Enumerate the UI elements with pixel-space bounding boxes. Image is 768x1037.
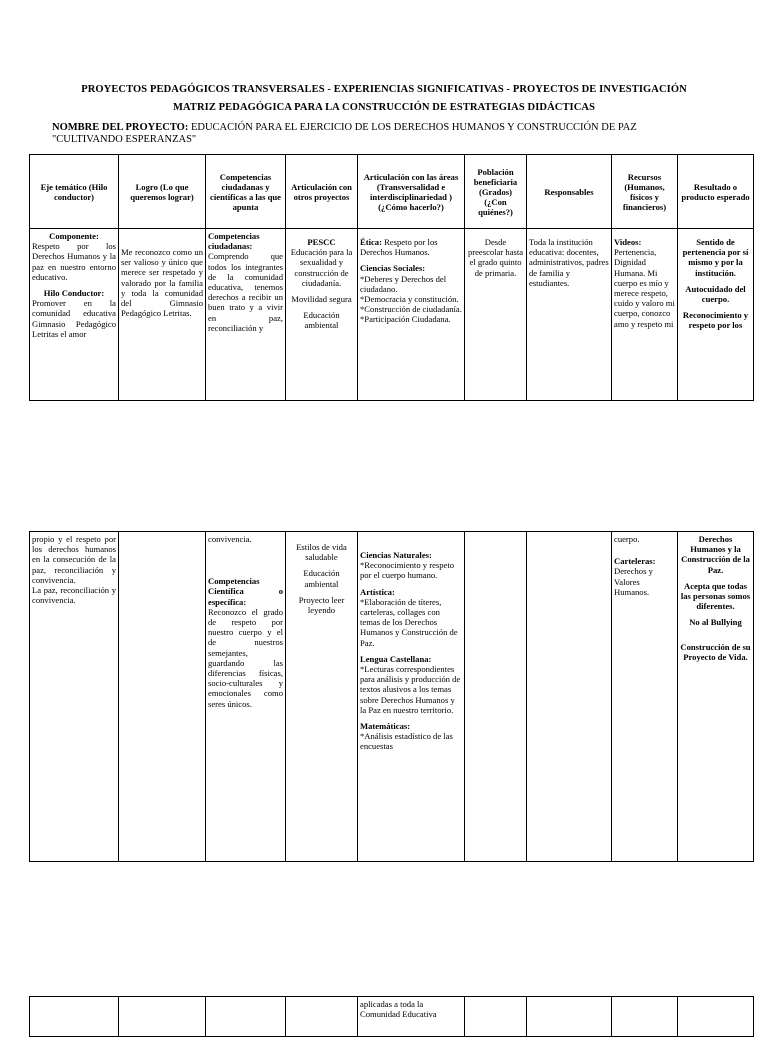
resultado-1: Sentido de pertenencia por sí mismo y por la institución.: [682, 237, 749, 278]
header-row: [30, 155, 754, 229]
proy-text-2: Educación ambiental: [303, 568, 340, 589]
cell-areas: [358, 997, 465, 1037]
recursos-text: Pertenencia, Dignidad Humana. Mi cuerpo es mío y merece respeto, cuido y valoro mi cuerpo, conozco amo y respeto mi: [614, 247, 675, 329]
document-subtitle: MATRIZ PEDAGÓGICA PARA LA CONSTRUCCIÓN DE ESTRATEGIAS DIDÁCTICAS: [172, 102, 596, 113]
cell-poblacion: [465, 532, 527, 862]
eje-heading-2: Hilo Conductor:: [43, 288, 105, 299]
comp-heading: Competencias ciudadanas:: [208, 231, 260, 252]
recursos-text: Derechos y Valores Humanos.: [614, 566, 653, 597]
cell-proyectos: [286, 997, 358, 1037]
col-header-competencias: Competencias ciudadanas y científicas a las que apunta: [206, 155, 286, 229]
resultado-4: Construcción de su Proyecto de Vida.: [680, 641, 751, 662]
poblacion-text: Desde preescolar hasta el grado quinto de primaria.: [467, 237, 524, 278]
cell-responsables: [527, 229, 612, 401]
resultado-2: Acepta que todas las personas somos diferentes.: [680, 580, 751, 612]
eje-text: propio y el respeto por los derechos humanos en la consecución de la paz, reconciliación y convivencia.: [32, 534, 116, 585]
cell-areas: [358, 532, 465, 862]
document-title: PROYECTOS PEDAGÓGICOS TRANSVERSALES - EXPERIENCIAS SIGNIFICATIVAS - PROYECTOS DE INVESTIGACIÓN: [81, 84, 687, 95]
comp-heading: Competencias Científica o específica:: [208, 576, 283, 607]
comp-text: Comprendo que todos los integrantes de la comunidad educativa, tenemos derechos a recibir un buen trato y a vivir en paz, reconciliación y: [208, 251, 283, 333]
cell-recursos: [612, 532, 678, 862]
col-header-articulacion-proyectos: Articulación con otros proyectos: [286, 155, 358, 229]
areas-text-3: *Democracia y constitución.: [360, 294, 459, 305]
cell-responsables: [527, 997, 612, 1037]
proy-heading: PESCC: [307, 237, 336, 247]
areas-heading-matematicas: Matemáticas:: [360, 721, 411, 732]
eje-text-2: Promover en la comunidad educativa Gimnasio Pedagógico Letritas el amor: [32, 298, 116, 339]
logro-text: Me reconozco como un ser valioso y único que merece ser respetado y valorado por la familia y toda la comunidad del Gimnasio Pedagógico Letritas.: [121, 247, 203, 319]
cell-logro: [119, 997, 206, 1037]
cell-areas: [358, 229, 465, 401]
matrix-table-page2: [29, 531, 754, 862]
cell-logro: [119, 229, 206, 401]
cell-proyectos: [286, 229, 358, 401]
areas-heading-etica: Ética:: [360, 237, 382, 247]
cell-logro: [119, 532, 206, 862]
areas-text-4: *Construcción de ciudadanía.: [360, 304, 462, 315]
recursos-heading: Carteleras:: [614, 556, 656, 567]
col-header-poblacion: Población beneficiaria (Grados) (¿Con quiénes?): [465, 155, 527, 229]
proy-text-1: Estilos de vida saludable: [296, 542, 347, 563]
comp-text: Reconozco el grado de respeto por nuestro cuerpo y el de nuestros semejantes, guardando las diferencias físicas, socio-culturales y emocionales como seres únicos.: [208, 606, 283, 709]
project-name-block: [52, 122, 732, 146]
recursos-text-0: cuerpo.: [614, 534, 640, 544]
cell-recursos: [612, 229, 678, 401]
eje-heading: Componente:: [49, 231, 99, 241]
areas-text-etica: Respeto por los Derechos Humanos.: [360, 237, 438, 258]
col-header-recursos: Recursos (Humanos, físicos y financieros): [612, 155, 678, 229]
proy-text-3: Educación ambiental: [303, 310, 340, 331]
matrix-table-page3: [29, 996, 754, 1037]
areas-text-4: *Análisis estadístico de las encuestas: [360, 731, 453, 752]
proy-text-2: Movilidad segura: [291, 294, 352, 305]
proy-text-1: Educación para la sexualidad y construcción de ciudadanía.: [290, 247, 353, 288]
cell-resultado: [678, 229, 754, 401]
cell-resultado: [678, 532, 754, 862]
project-name: EDUCACIÓN PARA EL EJERCICIO DE LOS DERECHOS HUMANOS Y CONSTRUCCIÓN DE PAZ: [190, 122, 637, 133]
eje-text: Respeto por los Derechos Humanos y la paz en nuestro entorno educativo.: [32, 241, 116, 282]
eje-text-2: La paz, reconciliación y convivencia.: [32, 585, 116, 606]
areas-text-1: *Reconocimiento y respeto por el cuerpo humano.: [360, 560, 455, 581]
comp-text-0: convivencia.: [208, 534, 252, 544]
areas-heading-artistica: Artística:: [360, 586, 395, 597]
cell-competencias: [206, 229, 286, 401]
col-header-articulacion-areas: Articulación con las áreas (Transversalidad e interdisciplinariedad ) (¿Cómo hacerlo?): [358, 155, 465, 229]
proy-text-3: Proyecto leer leyendo: [298, 594, 345, 616]
areas-text-2: *Deberes y Derechos del ciudadano.: [360, 273, 447, 294]
col-header-responsables: Responsables: [527, 155, 612, 229]
matrix-table-page1: [29, 154, 754, 401]
resultado-3: No al Bullying: [689, 617, 742, 628]
recursos-heading: Videos:: [614, 237, 642, 247]
cell-proyectos: [286, 532, 358, 862]
areas-heading-lengua: Lengua Castellana:: [360, 653, 432, 664]
resultado-1: Derechos Humanos y la Construcción de la Paz.: [681, 534, 750, 575]
table-row: [30, 532, 754, 862]
areas-text: aplicadas a toda la Comunidad Educativa: [360, 999, 437, 1020]
resultado-3: Reconocimiento y respeto por los: [682, 310, 749, 331]
table-row: [30, 229, 754, 401]
col-header-logro: Logro (Lo que queremos lograr): [119, 155, 206, 229]
cell-eje: [30, 997, 119, 1037]
cell-competencias: [206, 532, 286, 862]
areas-text-5: *Participación Ciudadana.: [360, 314, 451, 325]
cell-responsables: [527, 532, 612, 862]
cell-poblacion: [465, 229, 527, 401]
cell-competencias: [206, 997, 286, 1037]
cell-resultado: [678, 997, 754, 1037]
areas-heading-sociales: Ciencias Sociales:: [360, 263, 426, 274]
project-subtitle: "CULTIVANDO ESPERANZAS": [52, 134, 197, 145]
cell-eje: [30, 532, 119, 862]
cell-recursos: [612, 997, 678, 1037]
col-header-eje: Eje temático (Hilo conductor): [30, 155, 119, 229]
responsables-text: Toda la institución educativa: docentes, administrativos, padres de familia y estudiantes.: [529, 237, 609, 288]
areas-text-3: *Lecturas correspondientes para análisis y producción de textos alusivos a los temas sobre Derechos Humanos y la Paz en nuestro territorio.: [360, 664, 461, 715]
project-label: NOMBRE DEL PROYECTO:: [52, 122, 189, 133]
table-row: [30, 997, 754, 1037]
cell-eje: [30, 229, 119, 401]
areas-heading-naturales: Ciencias Naturales:: [360, 550, 432, 560]
cell-poblacion: [465, 997, 527, 1037]
resultado-2: Autocuidado del cuerpo.: [685, 283, 746, 305]
areas-text-2: *Elaboración de títeres, carteleras, collages con temas de los Derechos Humanos y Construcción de Paz.: [360, 596, 458, 648]
col-header-resultado: Resultado o producto esperado: [678, 155, 754, 229]
